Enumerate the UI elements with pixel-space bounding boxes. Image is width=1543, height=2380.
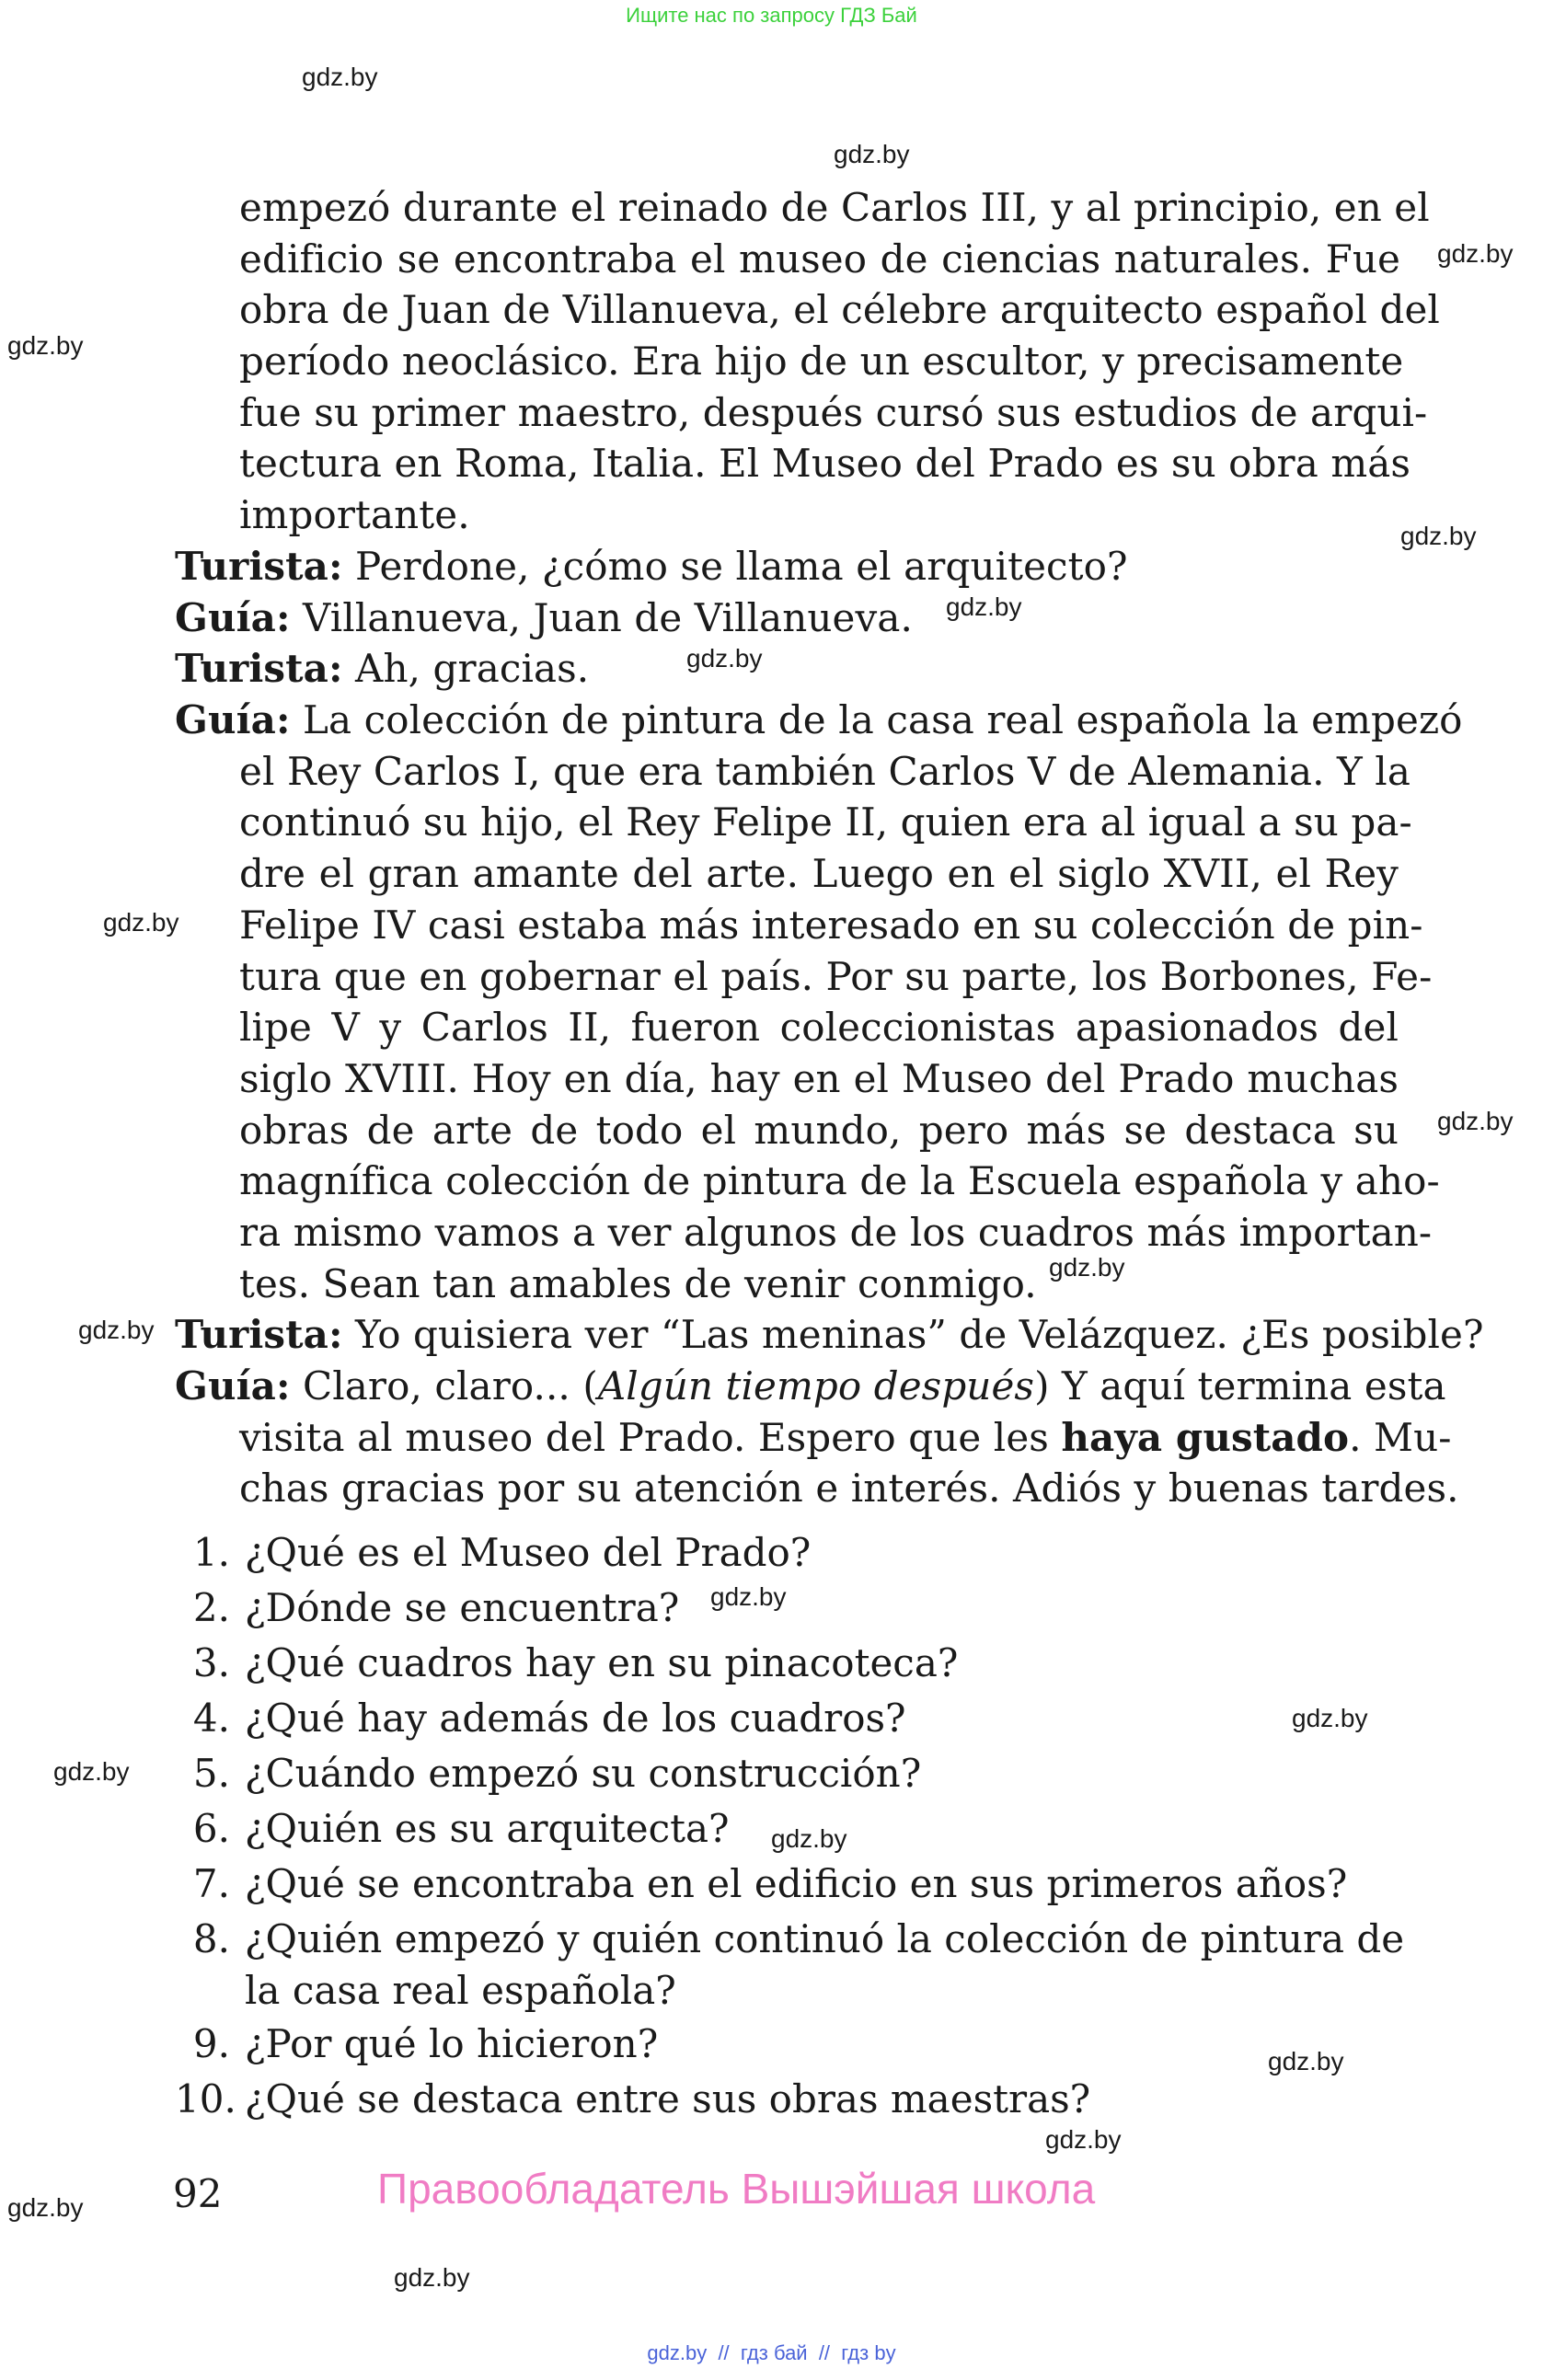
dialogue-line: Felipe IV casi estaba más interesado en su colección de pin-	[239, 902, 1423, 948]
question-number: 6.	[192, 1806, 230, 1851]
speech: ) Y aquí termina esta	[1034, 1363, 1446, 1408]
stage-direction: Algún tiempo después	[597, 1363, 1035, 1408]
dialogue-line: chas gracias por su atención e interés. Adiós y buenas tardes.	[239, 1466, 1459, 1512]
question-text: ¿Cuándo empezó su construcción?	[245, 1751, 922, 1796]
question-number: 9.	[192, 2021, 230, 2066]
watermark: gdz.by	[1437, 1107, 1514, 1135]
dialogue-line: el Rey Carlos I, que era también Carlos V de Alemania. Y la	[239, 748, 1411, 794]
question-text: ¿Quién empezó y quién continuó la colección de pintura de	[245, 1916, 1405, 1961]
watermark: gdz.by	[302, 63, 378, 91]
text-line: período neoclásico. Era hijo de un escultor, y precisamente	[239, 339, 1404, 385]
dialogue-line	[175, 592, 1399, 644]
speaker: Guía:	[175, 697, 291, 743]
dialogue-line	[175, 541, 1399, 592]
watermark: gdz.by	[710, 1582, 787, 1611]
watermark: gdz.by	[1437, 239, 1514, 268]
watermark: gdz.by	[686, 644, 763, 673]
speech: Claro, claro... (	[290, 1363, 598, 1408]
question-text: ¿Dónde se encuentra?	[245, 1585, 680, 1630]
dialogue-line: tura que en gobernar el país. Por su parte, los Borbones, Fe-	[239, 953, 1433, 999]
dialogue-line: continuó su hijo, el Rey Felipe II, quien era al igual a su pa-	[239, 799, 1412, 845]
dialogue-line	[175, 643, 1399, 695]
speaker: Turista:	[175, 544, 343, 589]
question-number: 2.	[192, 1585, 230, 1630]
question-text: ¿Por qué lo hicieron?	[245, 2021, 659, 2066]
question-number: 3.	[192, 1640, 230, 1685]
question-number: 1.	[192, 1530, 230, 1575]
question-text: ¿Qué es el Museo del Prado?	[245, 1530, 812, 1575]
watermark: gdz.by	[834, 140, 910, 168]
question-text: ¿Qué hay además de los cuadros?	[245, 1696, 906, 1741]
dialogue-line	[175, 695, 1463, 746]
speech: . Mu-	[1349, 1414, 1452, 1460]
dialogue-line: obras de arte de todo el mundo, pero más se destaca su	[239, 1107, 1399, 1153]
dialogue-line	[175, 1412, 1452, 1464]
question-number: 10.	[175, 2076, 236, 2121]
dialogue-line	[175, 1309, 1484, 1361]
copyright-holder: Правообладатель Вышэйшая школа	[377, 2165, 1096, 2213]
speech: Yo quisiera ver “Las meninas” de Velázquez. ¿Es posible?	[342, 1312, 1484, 1358]
dialogue-line: tes. Sean tan amables de venir conmigo.	[239, 1260, 1037, 1306]
text-line: edificio se encontraba el museo de ciencias naturales. Fue	[239, 236, 1400, 282]
watermark: gdz.by	[1045, 2125, 1122, 2154]
question-number: 4.	[192, 1696, 230, 1741]
text-line: empezó durante el reinado de Carlos III, y al principio, en el	[239, 185, 1430, 230]
watermark: gdz.by	[53, 1757, 130, 1786]
text-line: importante.	[239, 492, 470, 538]
speech: Villanueva, Juan de Villanueva.	[290, 594, 913, 640]
speech: Ah, gracias.	[342, 646, 590, 692]
speech: visita al museo del Prado. Espero que les	[239, 1414, 1062, 1460]
dialogue-line: ra mismo vamos a ver algunos de los cuadros más importan-	[239, 1209, 1433, 1255]
watermark: gdz.by	[771, 1824, 847, 1853]
dialogue-line: siglo XVIII. Hoy en día, hay en el Museo del Prado muchas	[239, 1055, 1399, 1101]
watermark: gdz.by	[394, 2263, 470, 2292]
text-line: fue su primer maestro, después cursó sus estudios de arqui-	[239, 389, 1428, 435]
watermark: gdz.by	[103, 908, 179, 937]
dialogue-line: magnífica colección de pintura de la Escuela española y aho-	[239, 1158, 1440, 1204]
watermark: gdz.by	[946, 592, 1022, 621]
question-number: 7.	[192, 1861, 230, 1906]
speech: Perdone, ¿cómo se llama el arquitecto?	[342, 544, 1128, 589]
watermark: gdz.by	[7, 2193, 84, 2222]
question-text: ¿Qué se destaca entre sus obras maestras?	[245, 2076, 1091, 2121]
text-line: obra de Juan de Villanueva, el célebre arquitecto español del	[239, 287, 1440, 333]
top-banner: Ищите нас по запросу ГДЗ Бай	[626, 4, 917, 27]
speaker: Turista:	[175, 646, 343, 692]
watermark: gdz.by	[1268, 2047, 1344, 2075]
question-text: la casa real española?	[245, 1968, 676, 2013]
page-number: 92	[173, 2171, 223, 2216]
dialogue-line: lipe V y Carlos II, fueron coleccionistas apasionados del	[239, 1005, 1399, 1051]
speaker: Turista:	[175, 1312, 343, 1358]
watermark: gdz.by	[1292, 1704, 1368, 1732]
watermark: gdz.by	[78, 1316, 155, 1344]
speaker: Guía:	[175, 1363, 291, 1408]
speech: La colección de pintura de la casa real española la empezó	[290, 697, 1463, 743]
dialogue-line	[175, 1361, 1446, 1412]
question-number: 8.	[192, 1916, 230, 1961]
paragraph-continuation	[239, 182, 1440, 541]
dialogue-line: dre el gran amante del arte. Luego en el siglo XVII, el Rey	[239, 851, 1399, 897]
question-text: ¿Qué cuadros hay en su pinacoteca?	[245, 1640, 959, 1685]
watermark: gdz.by	[1049, 1253, 1125, 1282]
emphasis: haya gustado	[1061, 1414, 1350, 1460]
speaker: Guía:	[175, 594, 291, 640]
question-text: ¿Quién es su arquitecta?	[245, 1806, 730, 1851]
question-text: ¿Qué se encontraba en el edificio en sus primeros años?	[245, 1861, 1348, 1906]
watermark: gdz.by	[7, 331, 84, 360]
footer-links: gdz.by // гдз бай // гдз by	[647, 2341, 896, 2364]
question-number: 5.	[192, 1751, 230, 1796]
text-line: tectura en Roma, Italia. El Museo del Prado es su obra más	[239, 441, 1411, 487]
watermark: gdz.by	[1400, 522, 1477, 550]
